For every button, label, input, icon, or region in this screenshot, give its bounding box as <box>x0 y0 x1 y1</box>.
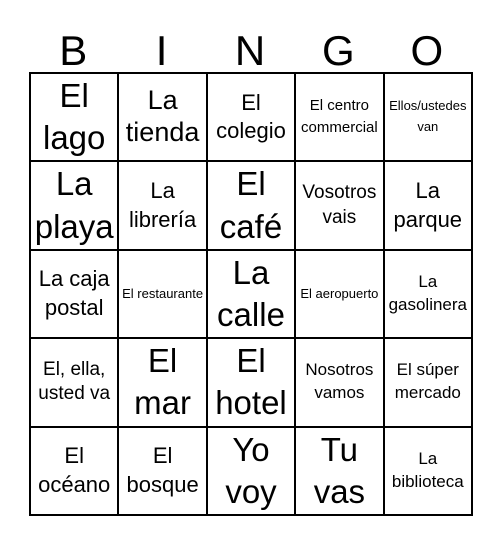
cell-text: El colegio <box>216 89 286 144</box>
cell-text: Nosotros vamos <box>305 360 374 403</box>
bingo-cell[interactable] <box>208 428 296 516</box>
cell-text: El súper mercado <box>394 360 461 403</box>
header-letter-n: N <box>234 27 266 74</box>
cell-text: El centro commercial <box>301 97 378 137</box>
cell-text: La gasolinera <box>388 272 468 314</box>
cell-text: La playa <box>34 165 114 245</box>
bingo-cell[interactable] <box>119 339 207 427</box>
cell-text: La caja postal <box>38 266 110 320</box>
bingo-cell[interactable] <box>208 162 296 250</box>
cell-text: El restaurante <box>122 285 204 301</box>
cell-text: El bosque <box>126 443 199 497</box>
bingo-board <box>29 72 473 516</box>
header-letter-i: I <box>155 27 168 74</box>
bingo-cell[interactable] <box>31 251 119 339</box>
bingo-cell[interactable] <box>296 162 384 250</box>
cell-text: El lago <box>43 76 106 157</box>
bingo-cell[interactable] <box>208 74 296 162</box>
cell-text: Ellos/ustedes van <box>389 98 467 135</box>
bingo-cell[interactable] <box>31 428 119 516</box>
bingo-cell[interactable] <box>208 339 296 427</box>
bingo-cell[interactable] <box>385 428 473 516</box>
cell-text: Yo voy <box>225 430 277 510</box>
bingo-cell[interactable] <box>119 251 207 339</box>
cell-text: La calle <box>217 253 285 333</box>
cell-text: La tienda <box>125 85 200 148</box>
cell-text: El hotel <box>215 342 287 422</box>
bingo-cell[interactable] <box>31 162 119 250</box>
cell-text: La parque <box>393 178 463 232</box>
bingo-cell[interactable] <box>385 339 473 427</box>
bingo-cell[interactable] <box>208 251 296 339</box>
header-letter-g: G <box>322 27 355 74</box>
cell-text: La librería <box>128 178 197 232</box>
cell-text: La biblioteca <box>391 448 464 491</box>
bingo-cell[interactable] <box>296 339 384 427</box>
bingo-cell[interactable] <box>296 428 384 516</box>
cell-text: El mar <box>134 342 192 422</box>
cell-text: El aeropuerto <box>300 285 379 301</box>
bingo-cell[interactable] <box>31 339 119 427</box>
bingo-cell[interactable] <box>119 162 207 250</box>
cell-text: El, ella, usted va <box>38 358 111 405</box>
header-letter-o: O <box>410 27 444 74</box>
bingo-header <box>29 28 471 74</box>
bingo-cell[interactable] <box>119 428 207 516</box>
cell-text: Vosotros vais <box>302 181 377 228</box>
bingo-cell[interactable] <box>296 251 384 339</box>
cell-text: El océano <box>38 443 111 497</box>
cell-text: El café <box>219 165 283 245</box>
bingo-cell[interactable] <box>385 251 473 339</box>
header-letter-b: B <box>59 27 88 74</box>
bingo-cell[interactable] <box>31 74 119 162</box>
bingo-cell[interactable] <box>119 74 207 162</box>
bingo-cell[interactable] <box>385 74 473 162</box>
bingo-cell[interactable] <box>385 162 473 250</box>
cell-text: Tu vas <box>313 430 366 510</box>
bingo-cell[interactable] <box>296 74 384 162</box>
